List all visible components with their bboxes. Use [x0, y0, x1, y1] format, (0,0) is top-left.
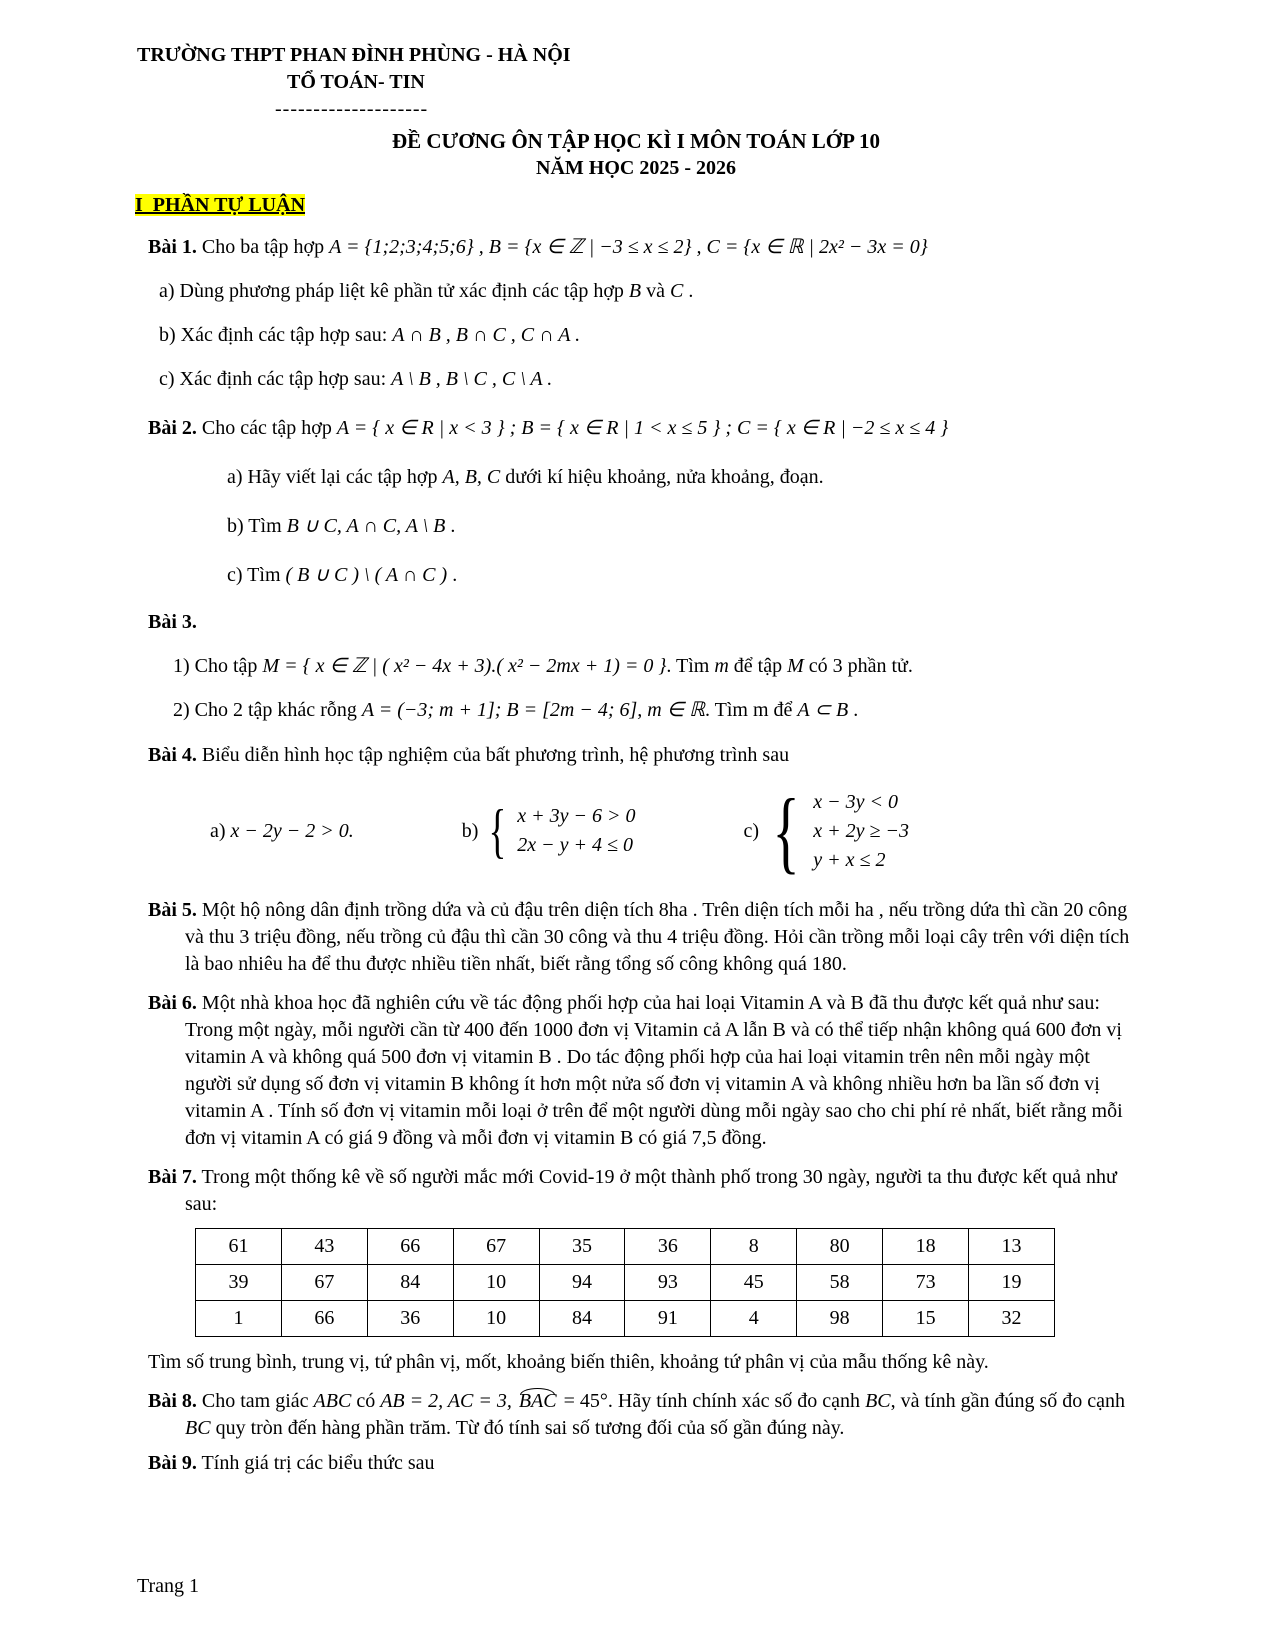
bai6-text: Một nhà khoa học đã nghiên cứu về tác động phối hợp của hai loại Vitamin A và B đã thu được kết quả như sau: Trong một ngày, mỗi người cần từ 400 đến 1000 đơn vị Vitamin cả A lẫn B và có thể tiếp nhận không quá 600 đơn vị vitamin A và không quá 500 đơn vị vitamin B . Do tác động phối hợp của hai loại vitamin trên nên mỗi ngày một người sử dụng số đơn vị vitamin B không ít hơn một nửa số đơn vị vitamin A và không nhiều hơn ba lần số đơn vị vitamin A . Tính số đơn vị vitamin mỗi loại ở trên để một người dùng mỗi ngày sao cho chi phí rẻ nhất, biết rằng mỗi đơn vị vitamin A có giá 9 đồng và mỗi đơn vị vitamin B có giá 7,5 đồng.	[185, 992, 1123, 1150]
bai8-label: Bài 8.	[148, 1390, 197, 1413]
table-cell: 67	[281, 1265, 367, 1301]
table-cell: 67	[453, 1229, 539, 1265]
bai2-item-c	[227, 562, 1137, 589]
bai8-paragraph	[148, 1388, 1137, 1442]
item-text: a) Hãy viết lại các tập hợp	[227, 466, 438, 489]
table-cell: 19	[969, 1265, 1055, 1301]
page-number: Trang 1	[137, 1575, 200, 1597]
table-row	[196, 1265, 1055, 1301]
math-set-c: C = {x ∈ ℝ | 2x² − 3x = 0}	[706, 236, 928, 259]
bai4-item-c	[743, 780, 909, 883]
math-expression: x − 2y − 2 > 0.	[230, 819, 354, 842]
bai2-heading	[148, 415, 1137, 442]
department-name: TỔ TOÁN- TIN	[287, 71, 425, 93]
table-cell: 32	[969, 1301, 1055, 1337]
document-header	[135, 42, 1137, 182]
table-cell: 8	[711, 1229, 797, 1265]
section-heading	[135, 192, 1137, 219]
item-text: b) Tìm	[227, 515, 282, 538]
item-text: Cho tam giác	[201, 1390, 309, 1413]
math-sets: A = { x ∈ R | x < 3 } ; B = { x ∈ R | 1 < x ≤ 5 } ; C = { x ∈ R | −2 ≤ x ≤ 4 }	[336, 417, 949, 440]
covid-table-body	[196, 1229, 1055, 1337]
math-expression: A, B, C	[442, 466, 501, 489]
math-expression: B ∪ C, A ∩ C, A \ B	[286, 515, 446, 538]
bai7-paragraph	[148, 1164, 1137, 1218]
table-cell: 94	[539, 1265, 625, 1301]
table-cell: 66	[367, 1229, 453, 1265]
bai7-text: Trong một thống kê về số người mắc mới Covid-19 ở một thành phố trong 30 ngày, người ta thu được kết quả như sau:	[185, 1166, 1117, 1216]
math-set-b: B = {x ∈ ℤ | −3 ≤ x ≤ 2} ,	[488, 236, 702, 259]
bai1-heading	[148, 234, 1137, 261]
left-brace-icon: {	[772, 780, 800, 883]
table-cell: 36	[625, 1229, 711, 1265]
item-text: có 3 phần tử.	[808, 655, 913, 678]
covid-statistics-table	[195, 1228, 1055, 1337]
item-text: . Tìm m để	[705, 699, 793, 722]
bai2-intro: Cho các tập hợp	[201, 417, 332, 440]
table-cell: 93	[625, 1265, 711, 1301]
item-text: . Tìm	[666, 655, 710, 678]
item-text: a) Dùng phương pháp liệt kê phần tử xác định các tập hợp	[159, 280, 624, 303]
math-expression: ( B ∪ C ) \ ( A ∩ C )	[285, 564, 448, 587]
equation-line: x + 3y − 6 > 0	[517, 805, 636, 828]
bai9-text: Tính giá trị các biểu thức sau	[201, 1452, 435, 1475]
inequality-system	[813, 788, 909, 875]
equation-line: x + 2y ≥ −3	[813, 819, 909, 842]
bai5-label: Bài 5.	[148, 899, 197, 922]
table-row	[196, 1301, 1055, 1337]
table-cell: 18	[883, 1229, 969, 1265]
math-expression: BC	[185, 1417, 211, 1440]
bai3-label: Bài 3.	[148, 611, 197, 634]
math-expression: C	[670, 280, 684, 303]
problem-bai9	[135, 1450, 1137, 1477]
table-cell: 45	[711, 1265, 797, 1301]
table-cell: 61	[196, 1229, 282, 1265]
table-cell: 39	[196, 1265, 282, 1301]
bai4-item-a	[210, 818, 354, 845]
table-cell: 66	[281, 1301, 367, 1337]
problem-bai1	[135, 234, 1137, 393]
equation-line: x − 3y < 0	[813, 790, 898, 813]
bai2-item-b	[227, 513, 1137, 540]
item-text: c) Xác định các tập hợp sau:	[159, 368, 387, 391]
bai7-question: Tìm số trung bình, trung vị, tứ phân vị, mốt, khoảng biến thiên, khoảng tứ phân vị của mẫu thống kê này.	[148, 1351, 989, 1374]
table-cell: 84	[367, 1265, 453, 1301]
table-cell: 4	[711, 1301, 797, 1337]
table-cell: 58	[797, 1265, 883, 1301]
bai2-item-a	[227, 464, 1137, 491]
bai1-item-b	[159, 322, 1137, 349]
bai1-label: Bài 1.	[148, 236, 197, 259]
math-expression: A ∩ B , B ∩ C , C ∩ A .	[392, 324, 581, 347]
item-text: .	[853, 699, 859, 722]
item-text: quy tròn đến hàng phần trăm. Từ đó tính sai số tương đối của số gần đúng này.	[215, 1417, 845, 1440]
math-expression: BC	[865, 1390, 891, 1413]
table-cell: 10	[453, 1265, 539, 1301]
bai4-label: Bài 4.	[148, 744, 197, 767]
table-cell: 36	[367, 1301, 453, 1337]
bai4-item-b	[461, 798, 636, 865]
math-expression: A = (−3; m + 1]; B = [2m − 4; 6], m ∈ ℝ	[361, 699, 705, 722]
table-cell: 43	[281, 1229, 367, 1265]
item-text: .	[688, 280, 694, 303]
problem-bai3	[135, 609, 1137, 724]
bai6-paragraph	[148, 990, 1137, 1152]
inequality-system	[517, 802, 635, 860]
document-title: ĐỀ CƯƠNG ÔN TẬP HỌC KÌ I MÔN TOÁN LỚP 10	[391, 129, 881, 153]
item-text: b) Xác định các tập hợp sau:	[159, 324, 388, 347]
math-expression: AB = 2, AC = 3,	[380, 1390, 512, 1413]
math-expression: A \ B , B \ C , C \ A .	[391, 368, 553, 391]
item-text: .	[450, 515, 456, 538]
math-set-a: A = {1;2;3;4;5;6} ,	[329, 236, 484, 259]
bai5-paragraph	[148, 897, 1137, 978]
bai4-heading	[148, 742, 1137, 769]
item-text: và	[646, 280, 666, 303]
table-cell: 84	[539, 1301, 625, 1337]
item-text: = 45°. Hãy tính chính xác số đo cạnh	[563, 1390, 861, 1413]
item-text: 1) Cho tập	[173, 655, 258, 678]
bai5-text: Một hộ nông dân định trồng dứa và củ đậu trên diện tích 8ha . Trên diện tích mỗi ha , nếu trồng dứa thì cần 20 công và thu 3 triệu đồng, nếu trồng củ đậu thì cần 30 công và thu 4 triệu đồng. Hỏi cần trồng mỗi loại cây trên với diện tích là bao nhiêu ha để thu được nhiều tiền nhất, biết rằng tổng số công không quá 180.	[185, 899, 1130, 976]
item-text: dưới kí hiệu khoảng, nửa khoảng, đoạn.	[505, 466, 824, 489]
item-text: c) Tìm	[227, 564, 281, 587]
equation-line: y + x ≤ 2	[813, 848, 886, 871]
bai3-item-2	[173, 697, 1137, 724]
table-cell: 1	[196, 1301, 282, 1337]
item-label: c)	[743, 819, 760, 842]
bai9-label: Bài 9.	[148, 1452, 197, 1475]
item-text: .	[452, 564, 458, 587]
item-text: để tập	[733, 655, 783, 678]
item-text: , và tính gần đúng số đo cạnh	[890, 1390, 1126, 1413]
math-expression: B	[628, 280, 642, 303]
math-expression: M = { x ∈ ℤ | ( x² − 4x + 3).( x² − 2mx + 1) = 0 }	[262, 655, 667, 678]
math-expression: m	[714, 655, 729, 678]
table-cell: 35	[539, 1229, 625, 1265]
angle-bac-with-hat: BAC	[518, 1390, 557, 1413]
math-expression: A ⊂ B	[797, 699, 849, 722]
problem-bai2	[135, 415, 1137, 589]
section-heading-text: I_PHẦN TỰ LUẬN	[135, 194, 306, 217]
bai1-intro: Cho ba tập hợp	[201, 236, 325, 259]
bai1-item-a	[159, 278, 1137, 305]
table-cell: 98	[797, 1301, 883, 1337]
bai7-label: Bài 7.	[148, 1166, 197, 1189]
header-divider: --------------------	[275, 98, 429, 120]
item-text: 2) Cho 2 tập khác rỗng	[173, 699, 357, 722]
bai4-intro: Biểu diễn hình học tập nghiệm của bất phương trình, hệ phương trình sau	[201, 744, 790, 767]
bai6-label: Bài 6.	[148, 992, 197, 1015]
bai9-heading	[148, 1450, 1137, 1477]
problem-bai4	[135, 742, 1137, 883]
bai3-heading	[148, 609, 1137, 636]
math-expression: M	[787, 655, 804, 678]
bai1-item-c	[159, 366, 1137, 393]
bai2-label: Bài 2.	[148, 417, 197, 440]
table-cell: 80	[797, 1229, 883, 1265]
math-expression: ABC	[313, 1390, 352, 1413]
bai4-items	[210, 780, 1137, 883]
table-cell: 73	[883, 1265, 969, 1301]
table-cell: 10	[453, 1301, 539, 1337]
problem-bai8	[135, 1388, 1137, 1442]
problem-bai5	[135, 897, 1137, 978]
problem-bai7	[135, 1164, 1137, 1376]
item-text: có	[356, 1390, 376, 1413]
table-cell: 15	[883, 1301, 969, 1337]
problem-bai6	[135, 990, 1137, 1152]
left-brace-icon: {	[488, 798, 507, 865]
school-name: TRƯỜNG THPT PHAN ĐÌNH PHÙNG - HÀ NỘI	[137, 44, 571, 66]
school-year: NĂM HỌC 2025 - 2026	[536, 157, 736, 180]
item-label: b)	[461, 819, 479, 842]
bai3-item-1	[173, 653, 1137, 680]
table-row	[196, 1229, 1055, 1265]
table-cell: 91	[625, 1301, 711, 1337]
item-label: a)	[210, 819, 226, 842]
equation-line: 2x − y + 4 ≤ 0	[517, 834, 634, 857]
table-cell: 13	[969, 1229, 1055, 1265]
